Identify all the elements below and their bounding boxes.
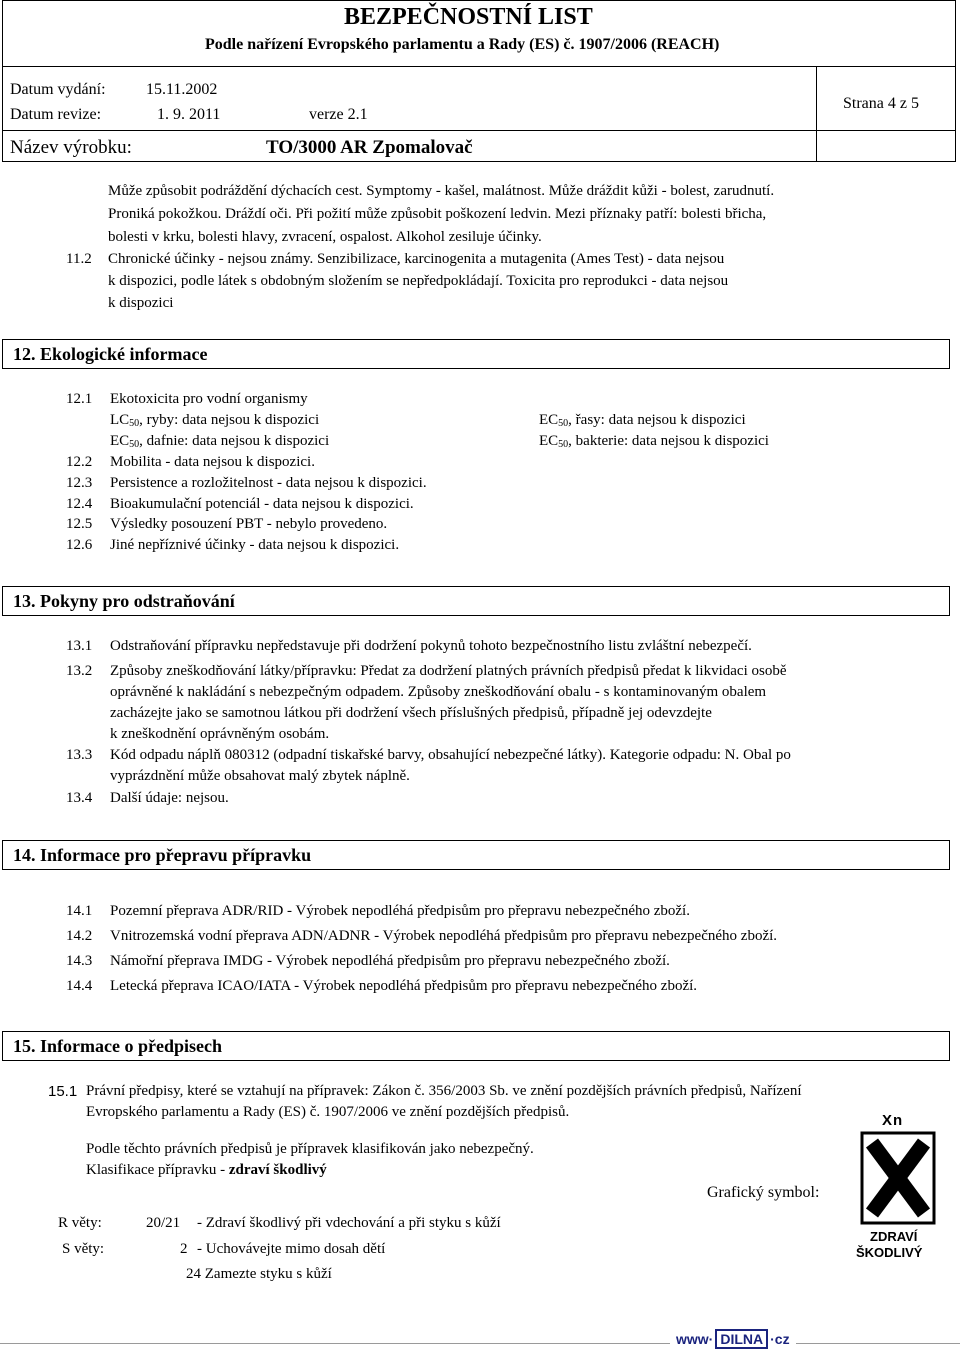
issue-date-value: 15.11.2002	[146, 81, 218, 98]
item-number: 15.1	[48, 1083, 78, 1100]
issue-date-label: Datum vydání:	[10, 81, 106, 98]
product-name: TO/3000 AR Zpomalovač	[266, 137, 473, 158]
item-text: Právní předpisy, které se vztahují na přípravek: Zákon č. 356/2003 Sb. ve znění pozdějších právních předpisů, Nařízení	[86, 1083, 802, 1099]
hazard-symbol-cross-icon	[860, 1131, 936, 1225]
item-text: Pozemní přeprava ADR/RID - Výrobek nepodléhá předpisům pro přepravu nebezpečného zboží.	[110, 903, 690, 919]
item-text: vyprázdnění může obsahovat malý zbytek náplně.	[110, 768, 410, 784]
item-number: 12.5	[66, 516, 93, 532]
graphic-symbol-label: Grafický symbol:	[707, 1184, 820, 1201]
item-number: 12.2	[66, 454, 93, 470]
item-text: Způsoby zneškodňování látky/přípravku: Předat za dodržení platných právních předpisů předat k likvidaci osobě	[110, 663, 787, 679]
item-number: 14.1	[66, 903, 93, 919]
item-number: 13.3	[66, 747, 93, 763]
section-14-heading	[2, 840, 950, 870]
item-text: k dispozici	[108, 295, 174, 311]
item-text: Persistence a rozložitelnost - data nejsou k dispozici.	[110, 475, 427, 491]
item-number: 12.3	[66, 475, 93, 491]
hazard-symbol-label-1: ZDRAVÍ	[870, 1229, 918, 1244]
hazard-symbol-cross-icon	[860, 1131, 936, 1225]
section-title: 13. Pokyny pro odstraňování	[13, 591, 235, 611]
product-label: Název výrobku:	[10, 137, 132, 158]
item-number: 12.6	[66, 537, 93, 553]
r-phrases-label: R věty:	[58, 1215, 102, 1231]
hazard-symbol-label-2: ŠKODLIVÝ	[856, 1245, 923, 1260]
item-number: 13.1	[66, 638, 93, 654]
item-text: k dispozici, podle látek s obdobným složením se nepředpokládají. Toxicita pro reprodukci - data nejsou	[108, 273, 729, 289]
section-13-heading	[2, 586, 950, 616]
version: verze 2.1	[309, 106, 368, 123]
r-phrase-text: - Zdraví škodlivý při vdechování a při styku s kůží	[197, 1215, 501, 1231]
item-number: 13.4	[66, 790, 93, 806]
header-divider-vertical	[816, 66, 817, 162]
item-text: Kód odpadu náplň 080312 (odpadní tiskařské barvy, obsahující nebezpečné látky). Kategorie odpadu: N. Obal po	[110, 747, 791, 763]
revision-date-label: Datum revize:	[10, 106, 102, 123]
item-text: k zneškodnění oprávněným osobám.	[110, 726, 330, 742]
item-number: 12.1	[66, 391, 93, 407]
toxicity-daphnia: $EC_{50}$, dafnie: data nejsou k dispozici	[110, 433, 330, 450]
item-number: 11.2	[66, 251, 92, 267]
footer-line	[0, 1343, 960, 1344]
item-text: Evropského parlamentu a Rady (ES) č. 1907/2006 ve znění pozdějších předpisů.	[86, 1104, 570, 1120]
item-text: Odstraňování přípravku nepředstavuje při dodržení pokynů tohoto bezpečnostního listu zvláštní nebezpečí.	[110, 638, 752, 654]
item-text: zacházejte jako se samotnou látkou při dodržení všech příslušných předpisů, případně jej odevzdejte	[110, 705, 712, 721]
item-text: Bioakumulační potenciál - data nejsou k dispozici.	[110, 496, 414, 512]
classification-value: zdraví škodlivý	[228, 1162, 327, 1178]
item-text: oprávněné k nakládání s nebezpečným odpadem. Způsoby zneškodňování obalu - s kontaminovaným obalem	[110, 684, 767, 700]
document-title: BEZPEČNOSTNÍ LIST	[344, 4, 593, 30]
header-divider	[2, 66, 956, 67]
item-text: Mobilita - data nejsou k dispozici.	[110, 454, 315, 470]
item-number: 13.2	[66, 663, 93, 679]
item-number: 14.4	[66, 978, 93, 994]
item-text: Ekotoxicita pro vodní organismy	[110, 391, 308, 407]
classification: Klasifikace přípravku - zdraví škodlivý	[86, 1162, 327, 1178]
item-text: Jiné nepříznivé účinky - data nejsou k dispozici.	[110, 537, 400, 553]
toxicity-algae: $EC_{50}$, řasy: data nejsou k dispozici	[539, 412, 746, 429]
intro-line: Může způsobit podráždění dýchacích cest. Symptomy - kašel, malátnost. Může dráždit kůži - bolest, zarudnutí.	[108, 183, 775, 199]
toxicity-bacteria: $EC_{50}$, bakterie: data nejsou k dispozici	[539, 433, 769, 450]
intro-line: Proniká pokožkou. Dráždí oči. Při požití může způsobit poškození ledvin. Mezi příznaky patří: bolesti břicha,	[108, 206, 767, 222]
item-number: 14.3	[66, 953, 93, 969]
document-subtitle: Podle nařízení Evropského parlamentu a Rady (ES) č. 1907/2006 (REACH)	[205, 36, 720, 53]
section-15-heading	[2, 1031, 950, 1061]
s-phrases-label: S věty:	[62, 1241, 105, 1257]
item-number: 12.4	[66, 496, 93, 512]
page-number: Strana 4 z 5	[843, 95, 919, 112]
s-phrase-text: - Uchovávejte mimo dosah dětí	[197, 1241, 386, 1257]
r-phrase-code: 20/21	[146, 1215, 181, 1231]
item-text: Vnitrozemská vodní přeprava ADN/ADNR - Výrobek nepodléhá předpisům pro přepravu nebezpečného zboží.	[110, 928, 778, 944]
item-text: Námořní přeprava IMDG - Výrobek nepodléhá předpisům pro přepravu nebezpečného zboží.	[110, 953, 670, 969]
header-divider	[2, 130, 956, 131]
classification-statement: Podle těchto právních předpisů je přípravek klasifikován jako nebezpečný.	[86, 1141, 534, 1157]
s-phrase-text: 24 Zamezte styku s kůží	[186, 1266, 332, 1282]
hazard-symbol-code: Xn	[882, 1112, 904, 1129]
footer-brand-logo[interactable]: www· DILNA ·cz	[670, 1331, 796, 1347]
item-text: Další údaje: nejsou.	[110, 790, 229, 806]
section-12-heading	[2, 339, 950, 369]
section-title: 14. Informace pro přepravu přípravku	[13, 845, 312, 865]
intro-line: bolesti v krku, bolesti hlavy, zvracení, ospalost. Alkohol zesiluje účinky.	[108, 229, 542, 245]
item-number: 14.2	[66, 928, 93, 944]
s-phrase-code: 2	[180, 1241, 188, 1257]
toxicity-fish: $LC_{50}$, ryby: data nejsou k dispozici	[110, 412, 320, 429]
section-title: 15. Informace o předpisech	[13, 1036, 222, 1056]
revision-date-value: 1. 9. 2011	[157, 106, 221, 123]
item-text: Chronické účinky - nejsou známy. Senzibilizace, karcinogenita a mutagenita (Ames Test) - data nejsou	[108, 251, 725, 267]
item-text: Výsledky posouzení PBT - nebylo provedeno.	[110, 516, 388, 532]
item-text: Letecká přeprava ICAO/IATA - Výrobek nepodléhá předpisům pro přepravu nebezpečného zboží.	[110, 978, 698, 994]
section-title: 12. Ekologické informace	[13, 344, 208, 364]
